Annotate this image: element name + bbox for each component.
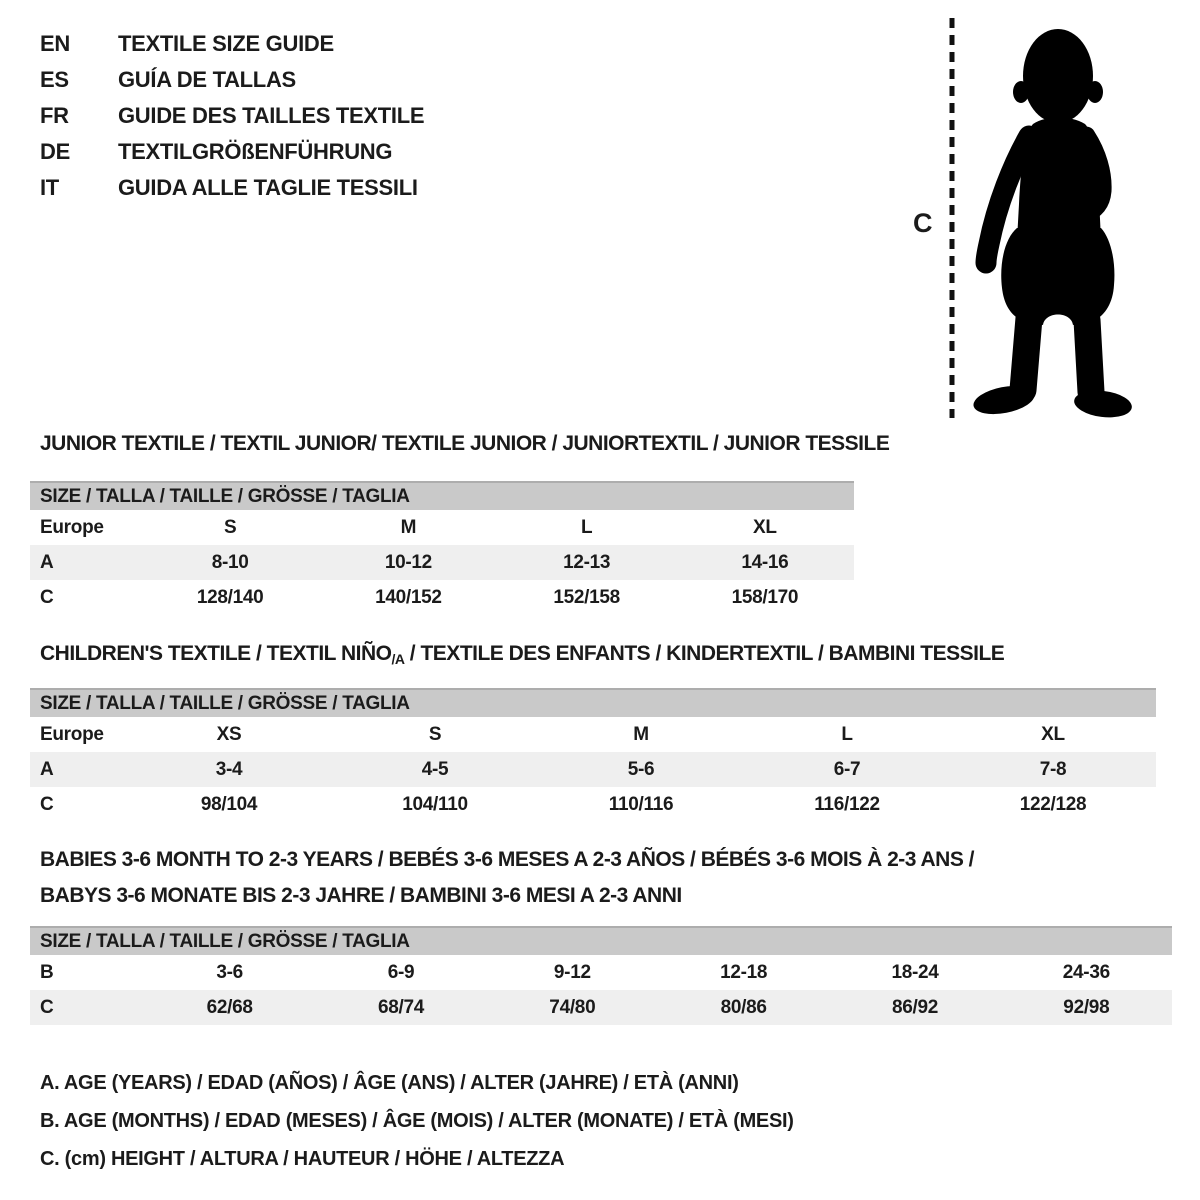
height-measure-figure	[905, 12, 1155, 424]
age-cell: 9-12	[553, 961, 591, 983]
language-title: TEXTILE SIZE GUIDE	[118, 31, 334, 56]
row-label: C	[40, 996, 54, 1018]
table-row	[30, 990, 1172, 1025]
height-cell: 92/98	[1063, 996, 1110, 1018]
table-row	[30, 545, 854, 580]
height-cell: 62/68	[206, 996, 253, 1018]
size-cell: L	[841, 723, 853, 745]
language-code: DE	[40, 139, 70, 164]
table-row	[30, 752, 1156, 787]
age-cell: 6-9	[387, 961, 415, 983]
table-row	[30, 787, 1156, 822]
children-section-title	[40, 642, 1004, 667]
legend-line-c: C. (cm) HEIGHT / ALTURA / HAUTEUR / HÖHE / ALTEZZA	[40, 1147, 565, 1170]
age-cell: 6-7	[833, 758, 861, 780]
age-cell: 7-8	[1039, 758, 1067, 780]
babies-size-table	[30, 926, 1172, 1025]
language-title-list	[40, 26, 424, 206]
height-cell: 104/110	[402, 793, 468, 815]
height-cell: 110/116	[608, 793, 674, 815]
age-cell: 4-5	[421, 758, 449, 780]
age-cell: 12-18	[720, 961, 768, 983]
table-row	[30, 955, 1172, 990]
language-title: TEXTILGRÖßENFÜHRUNG	[118, 139, 393, 164]
size-cell: S	[223, 516, 237, 538]
height-cell: 140/152	[375, 586, 442, 608]
size-header-bar: SIZE / TALLA / TAILLE / GRÖSSE / TAGLIA	[30, 481, 854, 510]
table-row	[30, 717, 1156, 752]
height-cell: 74/80	[549, 996, 596, 1018]
table-row	[30, 580, 854, 615]
row-label: C	[40, 793, 54, 815]
language-code: IT	[40, 175, 59, 200]
row-label: Europe	[40, 516, 104, 538]
language-row	[40, 170, 424, 206]
children-size-table	[30, 688, 1156, 822]
measure-c-label: C	[913, 208, 933, 238]
age-cell: 8-10	[211, 551, 249, 573]
height-cell: 116/122	[814, 793, 880, 815]
toddler-silhouette	[971, 29, 1133, 420]
age-cell: 14-16	[741, 551, 789, 573]
height-cell: 152/158	[553, 586, 620, 608]
row-label: A	[40, 551, 54, 573]
junior-section-title: JUNIOR TEXTILE / TEXTIL JUNIOR/ TEXTILE JUNIOR / JUNIORTEXTIL / JUNIOR TESSILE	[40, 432, 890, 455]
language-row	[40, 62, 424, 98]
row-label: Europe	[40, 723, 104, 745]
age-cell: 18-24	[891, 961, 939, 983]
children-title-rest: / TEXTILE DES ENFANTS / KINDERTEXTIL / BAMBINI TESSILE	[404, 642, 1005, 665]
height-cell: 158/170	[731, 586, 799, 608]
language-code: EN	[40, 31, 70, 56]
size-header-bar: SIZE / TALLA / TAILLE / GRÖSSE / TAGLIA	[30, 688, 1156, 717]
legend-line-b: B. AGE (MONTHS) / EDAD (MESES) / ÂGE (MOIS) / ALTER (MONATE) / ETÀ (MESI)	[40, 1109, 794, 1132]
size-cell: L	[580, 516, 593, 538]
size-cell: M	[633, 723, 649, 745]
language-title: GUIDA ALLE TAGLIE TESSILI	[118, 175, 418, 200]
language-title: GUÍA DE TALLAS	[118, 67, 296, 92]
height-cell: 68/74	[377, 996, 425, 1018]
height-cell: 86/92	[891, 996, 939, 1018]
age-cell: 12-13	[563, 551, 611, 573]
size-cell: S	[428, 723, 442, 745]
language-row	[40, 134, 424, 170]
row-label: A	[40, 758, 54, 780]
age-cell: 24-36	[1062, 961, 1110, 983]
age-cell: 3-4	[215, 758, 243, 780]
language-code: FR	[40, 103, 69, 128]
height-cell: 122/128	[1019, 793, 1087, 815]
size-cell: XL	[1041, 723, 1065, 745]
children-title-subscript: /A	[391, 651, 405, 667]
age-cell: 10-12	[384, 551, 432, 573]
legend-line-a: A. AGE (YEARS) / EDAD (AÑOS) / ÂGE (ANS) / ALTER (JAHRE) / ETÀ (ANNI)	[40, 1071, 739, 1094]
language-row	[40, 26, 424, 62]
age-cell: 5-6	[627, 758, 655, 780]
junior-size-table	[30, 481, 854, 615]
height-cell: 80/86	[720, 996, 767, 1018]
children-title-main: CHILDREN'S TEXTILE / TEXTIL NIÑO	[40, 642, 392, 665]
table-row	[30, 510, 854, 545]
row-label: C	[40, 586, 54, 608]
size-cell: M	[400, 516, 417, 538]
age-cell: 3-6	[216, 961, 243, 983]
measurement-legend	[40, 1064, 794, 1178]
row-label: B	[40, 961, 54, 983]
language-row	[40, 98, 424, 134]
language-code: ES	[40, 67, 69, 92]
language-title: GUIDE DES TAILLES TEXTILE	[118, 103, 425, 128]
babies-section-title	[40, 842, 974, 914]
babies-title-line-1: BABIES 3-6 MONTH TO 2-3 YEARS / BEBÉS 3-6 MESES A 2-3 AÑOS / BÉBÉS 3-6 MOIS À 2-3 ANS /	[40, 848, 975, 871]
height-cell: 98/104	[200, 793, 258, 815]
toddler-silhouette-graphic	[905, 12, 1155, 424]
size-cell: XL	[753, 516, 777, 538]
height-cell: 128/140	[196, 586, 264, 608]
size-header-bar: SIZE / TALLA / TAILLE / GRÖSSE / TAGLIA	[30, 926, 1172, 955]
size-cell: XS	[216, 723, 242, 745]
babies-title-line-2: BABYS 3-6 MONATE BIS 2-3 JAHRE / BAMBINI 3-6 MESI A 2-3 ANNI	[40, 884, 682, 907]
